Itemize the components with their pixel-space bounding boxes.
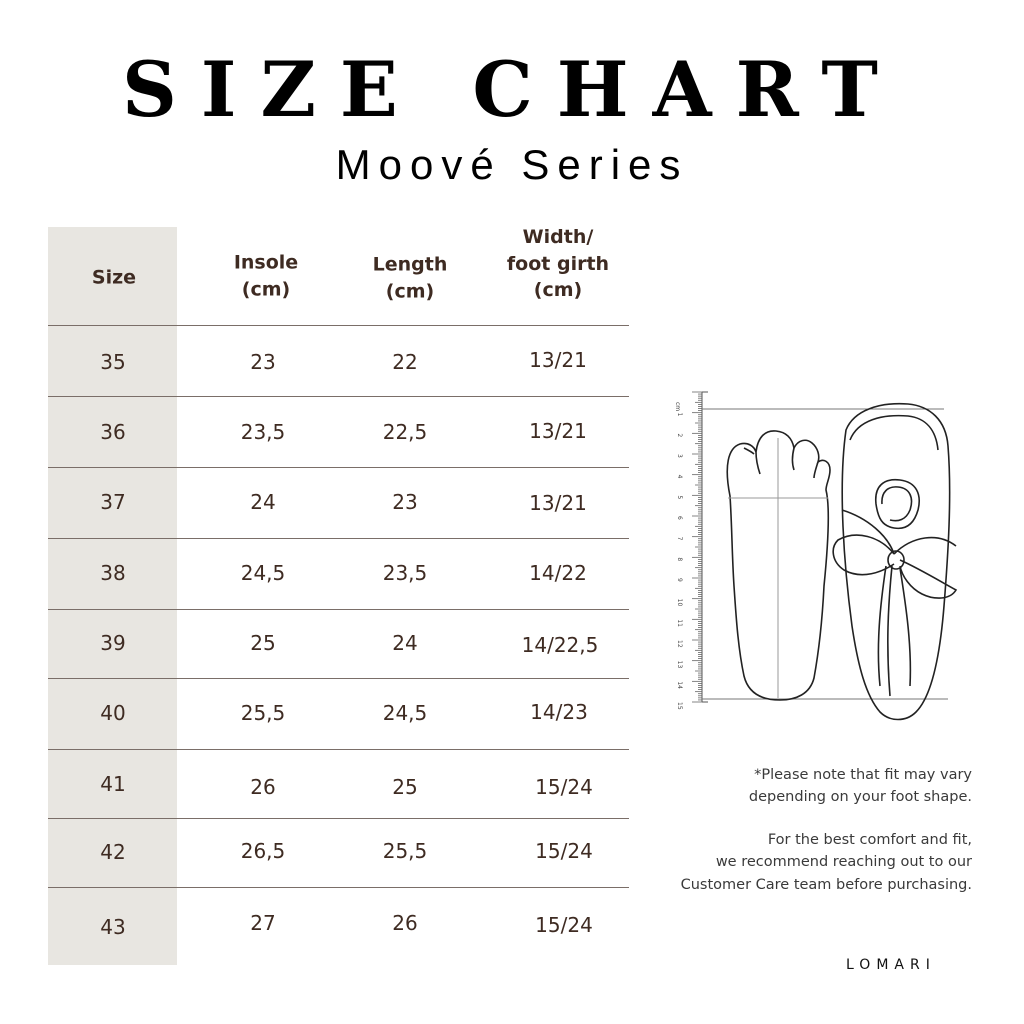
cell-insole: 27 xyxy=(250,911,276,935)
cell-insole: 23 xyxy=(250,350,276,374)
foot-measurement-illustration xyxy=(668,386,958,731)
cell-size: 36 xyxy=(100,420,126,444)
page-title: SIZE CHART xyxy=(122,45,902,134)
ruler xyxy=(702,392,708,702)
ruler-number: 6 xyxy=(676,516,683,520)
cell-size: 41 xyxy=(100,772,126,796)
ruler-number: 15 xyxy=(676,702,683,710)
ruler-number: 7 xyxy=(676,536,683,541)
cell-size: 40 xyxy=(100,701,126,725)
table-divider xyxy=(48,325,629,326)
cell-size: 35 xyxy=(100,350,126,374)
cell-size: 38 xyxy=(100,561,126,585)
ruler-number: 3 xyxy=(676,454,683,458)
table-divider xyxy=(48,678,629,679)
cell-size: 39 xyxy=(100,631,126,655)
cell-size: 43 xyxy=(100,915,126,939)
ruler-number: 14 xyxy=(676,681,683,689)
cell-length: 26 xyxy=(392,911,418,935)
brand-logo: LOMARI xyxy=(846,957,936,973)
ruler-number: 8 xyxy=(676,557,683,562)
shoe-outline-icon xyxy=(842,404,949,720)
table-divider xyxy=(48,749,629,750)
cell-size: 42 xyxy=(100,840,126,864)
cell-insole: 24 xyxy=(250,490,276,514)
ruler-number: 1 xyxy=(676,412,683,417)
cell-width: 15/24 xyxy=(535,775,593,799)
table-divider xyxy=(48,396,629,397)
cell-length: 23 xyxy=(392,490,418,514)
table-divider xyxy=(48,538,629,539)
ruler-number: 10 xyxy=(676,598,683,607)
cell-insole: 23,5 xyxy=(240,420,286,444)
page-subtitle: Moové Series xyxy=(335,141,689,188)
cell-insole: 24,5 xyxy=(240,561,286,585)
table-divider xyxy=(48,609,629,610)
table-divider xyxy=(48,467,629,468)
cell-width: 14/22,5 xyxy=(521,633,599,657)
cell-length: 23,5 xyxy=(382,561,428,585)
foot-outline-icon xyxy=(727,431,830,700)
cell-length: 22,5 xyxy=(382,420,428,444)
cell-length: 25 xyxy=(392,775,418,799)
header-length: Length (cm) xyxy=(372,253,448,302)
cell-width: 13/21 xyxy=(529,419,587,443)
cell-width: 15/24 xyxy=(535,913,593,937)
cell-length: 22 xyxy=(392,350,418,374)
header-insole: Insole (cm) xyxy=(233,251,299,300)
cell-insole: 25,5 xyxy=(240,701,286,725)
header-width: Width/ foot girth (cm) xyxy=(506,226,610,302)
cell-size: 37 xyxy=(100,490,126,514)
bow-icon xyxy=(833,510,956,696)
cell-width: 14/22 xyxy=(529,561,587,585)
ruler-number: 12 xyxy=(676,640,683,648)
ruler-number: 4 xyxy=(676,474,683,479)
cell-length: 24,5 xyxy=(382,701,428,725)
cell-insole: 26,5 xyxy=(240,839,286,863)
cell-width: 14/23 xyxy=(530,700,588,724)
table-divider xyxy=(48,887,629,888)
cell-width: 13/21 xyxy=(529,348,587,372)
header-size: Size xyxy=(91,266,137,289)
ruler-number: 11 xyxy=(676,619,683,627)
customer-care-note: For the best comfort and fit, we recommend reaching out to our Customer Care team before purchasing. xyxy=(680,832,972,893)
ruler-number: 2 xyxy=(676,433,683,438)
cell-width: 13/21 xyxy=(529,491,587,515)
cell-insole: 26 xyxy=(250,775,276,799)
ruler-number: 9 xyxy=(676,578,683,582)
table-divider xyxy=(48,818,629,819)
cell-length: 25,5 xyxy=(382,839,428,863)
ruler-number: 13 xyxy=(676,660,683,669)
ruler-number: 5 xyxy=(676,495,683,500)
cell-insole: 25 xyxy=(250,631,276,655)
ruler-unit-label: cm xyxy=(674,402,681,412)
cell-width: 15/24 xyxy=(535,839,593,863)
cell-length: 24 xyxy=(392,631,418,655)
fit-note: *Please note that fit may vary depending on your foot shape. xyxy=(748,767,972,806)
